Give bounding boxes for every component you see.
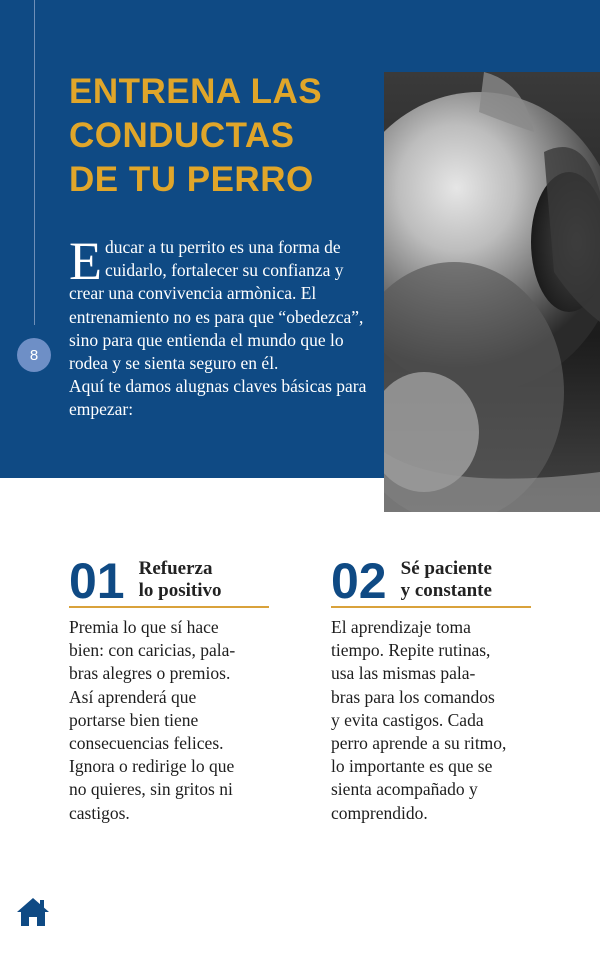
tip-body-line: Premia lo que sí hace — [69, 617, 219, 637]
title-line: DE TU PERRO — [69, 160, 314, 199]
tip-body — [69, 616, 269, 825]
tip-body-line: bien: con caricias, pala- — [69, 640, 236, 661]
drop-cap: E — [69, 231, 102, 291]
tip-body-line: y evita castigos. Cada — [331, 709, 484, 730]
tip-title-line: lo positivo — [138, 580, 222, 601]
tip-title-line: Refuerza — [138, 558, 213, 579]
intro-paragraph — [69, 231, 381, 422]
tip-header — [331, 553, 531, 609]
tip-title — [139, 558, 222, 604]
tip-body-line: El aprendizaje toma — [331, 617, 471, 637]
tip-body-line: bras para los comandos — [331, 686, 495, 707]
tip-header — [69, 553, 269, 609]
tip-body-line: castigos. — [69, 802, 130, 823]
page-title — [69, 70, 389, 202]
tip-body — [331, 616, 531, 825]
tip-body-line: perro aprende a su ritmo, — [331, 733, 507, 754]
tip-body-line: no quieres, sin gritos ni — [69, 779, 233, 800]
tip-body-line: usa las mismas pala- — [331, 663, 476, 684]
tip-body-line: comprendido. — [331, 802, 428, 823]
dog-photo — [384, 72, 600, 512]
tip-body-line: bras alegres o premios. — [69, 663, 231, 684]
tip-card-1 — [69, 553, 269, 825]
title-line: CONDUCTAS — [69, 116, 295, 155]
tip-body-line: sienta acompañado y — [331, 779, 478, 800]
tip-card-2 — [331, 553, 531, 825]
tip-body-line: tiempo. Repite rutinas, — [331, 640, 491, 661]
tip-body-line: portarse bien tiene — [69, 709, 199, 730]
title-line: ENTRENA LAS — [69, 72, 323, 111]
tip-body-line: Así aprenderá que — [69, 686, 197, 707]
tip-body-line: Ignora o redirige lo que — [69, 756, 235, 777]
home-button[interactable] — [16, 896, 50, 928]
tip-number: 01 — [69, 553, 125, 609]
page-number-badge: 8 — [17, 338, 51, 372]
tip-title — [401, 558, 492, 604]
decorative-vertical-line — [34, 0, 35, 325]
intro-text-2: Aquí te damos alugnas claves básicas para empezar: — [69, 376, 367, 420]
home-icon — [16, 896, 50, 928]
tip-body-line: lo importante es que se — [331, 756, 493, 777]
tip-title-line: y constante — [400, 580, 492, 601]
tip-body-line: consecuencias felices. — [69, 733, 224, 754]
tip-number: 02 — [331, 553, 387, 609]
intro-text: ducar a tu perrito es una forma de cuidarlo, fortalecer su confianza y crear una convivencia armònica. El entrenamiento no es para que “obedezca”, sino para que entienda el mundo que lo rodea y se sienta seguro en él. — [69, 237, 364, 374]
tip-title-line: Sé paciente — [400, 558, 492, 579]
